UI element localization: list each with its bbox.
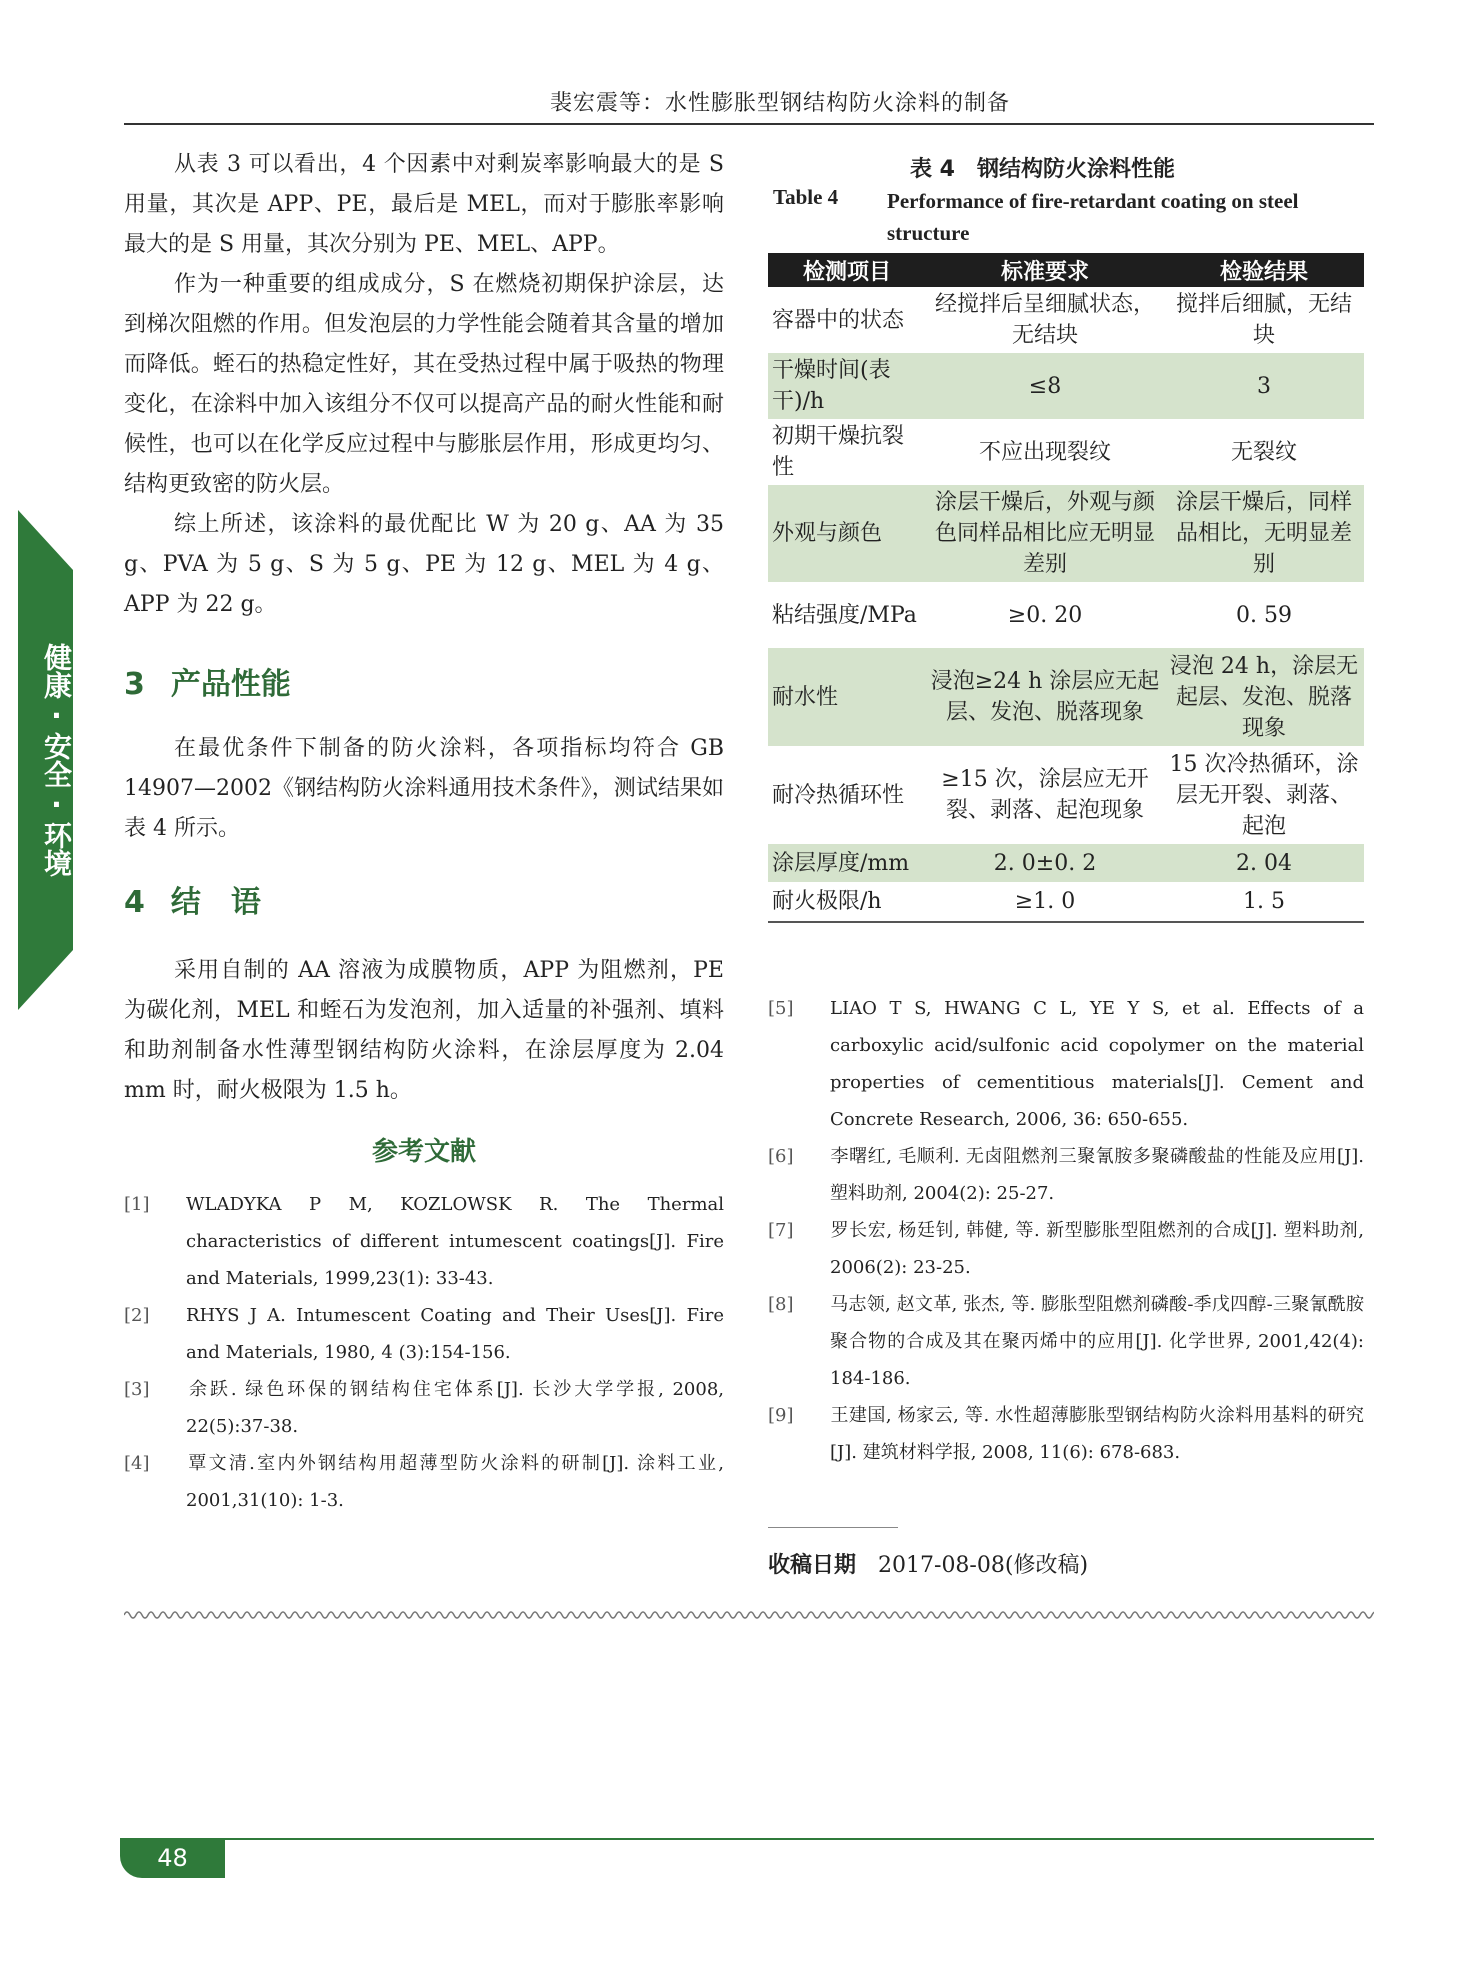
table-cell-result: 0. 59 [1236, 602, 1292, 628]
table-cell-item: 耐水性 [768, 648, 926, 746]
received-rule [768, 1527, 898, 1528]
table-cell-item: 涂层厚度/mm [768, 844, 926, 882]
table-cell-result: 涂层干燥后，同样品相比，无明显差别 [1164, 485, 1364, 582]
table-cell-requirement: 不应出现裂纹 [978, 439, 1111, 465]
table-cell-result: 搅拌后细腻，无结块 [1175, 292, 1352, 348]
table-row [768, 844, 1364, 882]
reference-text: 罗长宏, 杨廷钊, 韩健, 等. 新型膨胀型阻燃剂的合成[J]. 塑料助剂, 2006(2): 23-25. [830, 1220, 1364, 1278]
received-label: 收稿日期 [768, 1553, 857, 1578]
column-header: 检验结果 [1164, 253, 1364, 287]
paragraph: 从表 3 可以看出，4 个因素中对剩炭率影响最大的是 S 用量，其次是 APP、PE，最后是 MEL，而对于膨胀率影响最大的是 S 用量，其次分别为 PE、MEL、APP。 [124, 152, 724, 257]
table-caption-label: Table 4 [773, 185, 839, 209]
table-cell-requirement: ≥0. 20 [1007, 602, 1083, 628]
column-header: 标准要求 [926, 253, 1164, 287]
column-header: 检测项目 [768, 253, 926, 287]
reference-number: [2] [124, 1305, 150, 1326]
table-cell-item: 初期干燥抗裂性 [772, 424, 905, 480]
table-caption-title: Performance of fire-retardant coating on steel structure [887, 189, 1299, 245]
reference-text: RHYS J A. Intumescent Coating and Their Uses[J]. Fire and Materials, 1980, 4 (3):154-156. [186, 1305, 724, 1363]
table-cell-result: 3 [1164, 353, 1364, 419]
section-heading-4 [124, 877, 724, 921]
table-cell-requirement: 涂层干燥后，外观与颜色同样品相比应无明显差别 [926, 485, 1164, 582]
table-cell-result: 浸泡 24 h，涂层无起层、发泡、脱落现象 [1164, 648, 1364, 746]
reference-text: 王建国, 杨家云, 等. 水性超薄膨胀型钢结构防火涂料用基料的研究[J]. 建筑材料学报, 2008, 11(6): 678-683. [830, 1405, 1364, 1463]
paragraph: 综上所述，该涂料的最优配比 W 为 20 g、AA 为 35 g、PVA 为 5 g、S 为 5 g、PE 为 12 g、MEL 为 4 g、APP 为 22 g。 [124, 512, 724, 617]
right-references [768, 990, 1364, 1471]
section-title: 结 语 [170, 885, 261, 920]
table-cell-result: 无裂纹 [1230, 439, 1297, 465]
reference-number: [1] [124, 1194, 150, 1215]
table-cell-result: 2. 04 [1164, 844, 1364, 882]
table-row [768, 485, 1364, 582]
reference-item [124, 1445, 724, 1519]
reference-item [124, 1297, 724, 1371]
table-row [768, 746, 1364, 844]
reference-number: [6] [768, 1146, 794, 1167]
footer-rule [124, 1838, 1374, 1840]
running-header: 裴宏震等：水性膨胀型钢结构防火涂料的制备 [549, 91, 1010, 116]
reference-item [124, 1371, 724, 1445]
section-number: 4 [124, 885, 145, 920]
decorative-wave-divider [124, 1608, 1374, 1622]
received-date [768, 1548, 1088, 1579]
table-row [768, 882, 1364, 922]
reference-text: 余跃. 绿色环保的钢结构住宅体系[J]. 长沙大学学报, 2008, 22(5):37-38. [186, 1379, 724, 1437]
table-row [768, 582, 1364, 648]
table-cell-item: 耐冷热循环性 [772, 782, 905, 808]
reference-number: [5] [768, 998, 794, 1019]
received-value: 2017-08-08(修改稿) [878, 1553, 1089, 1578]
section-heading-3 [124, 659, 724, 703]
page-number: 48 [120, 1838, 225, 1878]
table-row [768, 353, 1364, 419]
reference-text: 覃文清.室内外钢结构用超薄型防火涂料的研制[J]. 涂料工业, 2001,31(10): 1-3. [186, 1453, 724, 1511]
reference-text: WLADYKA P M, KOZLOWSK R. The Thermal characteristics of different intumescent coatings[J]. Fire and Materials, 1999,23(1): 33-43. [186, 1194, 724, 1289]
table-cell-item: 粘结强度/MPa [772, 602, 917, 628]
table-cell-result: 1. 5 [1164, 882, 1364, 922]
reference-item [768, 1138, 1364, 1212]
table-row [768, 287, 1364, 353]
paragraph: 采用自制的 AA 溶液为成膜物质，APP 为阻燃剂，PE 为碳化剂，MEL 和蛭石为发泡剂，加入适量的补强剂、填料和助剂制备水性薄型钢结构防火涂料，在涂层厚度为 2.04 mm 时，耐火极限为 1.5 h。 [124, 958, 724, 1103]
table-cell-item: 耐火极限/h [768, 882, 926, 922]
reference-item [768, 990, 1364, 1138]
table-cell-requirement: ≤8 [926, 353, 1164, 419]
table-cell-requirement: 经搅拌后呈细腻状态，无结块 [934, 292, 1155, 348]
table-cell-requirement: 2. 0±0. 2 [926, 844, 1164, 882]
table-cell-item: 干燥时间(表干)/h [768, 353, 926, 419]
reference-number: [3] [124, 1379, 150, 1400]
table-cell-requirement: ≥15 次，涂层应无开裂、剥落、起泡现象 [941, 767, 1149, 823]
reference-text: 马志领, 赵文革, 张杰, 等. 膨胀型阻燃剂磷酸-季戊四醇-三聚氰酰胺聚合物的合成及其在聚丙烯中的应用[J]. 化学世界, 2001,42(4): 184-186. [830, 1294, 1364, 1389]
table-cell-result: 15 次冷热循环，涂层无开裂、剥落、起泡 [1169, 751, 1359, 839]
table-header-row [768, 253, 1364, 287]
reference-number: [8] [768, 1294, 794, 1315]
reference-text: 李曙红, 毛顺利. 无卤阻燃剂三聚氰胺多聚磷酸盐的性能及应用[J]. 塑料助剂, 2004(2): 25-27. [830, 1146, 1364, 1204]
table-cell-item: 外观与颜色 [768, 485, 926, 582]
table-cell-requirement: ≥1. 0 [926, 882, 1164, 922]
left-column [124, 145, 724, 1519]
reference-item [768, 1397, 1364, 1471]
paragraph: 作为一种重要的组成成分，S 在燃烧初期保护涂层，达到梯次阻燃的作用。但发泡层的力学性能会随着其含量的增加而降低。蛭石的热稳定性好，其在受热过程中属于吸热的物理变化，在涂料中加入该组分不仅可以提高产品的耐火性能和耐候性，也可以在化学反应过程中与膨胀层作用，形成更均匀、结构更致密的防火层。 [124, 272, 724, 497]
table-row [768, 648, 1364, 746]
reference-text: LIAO T S, HWANG C L, YE Y S, et al. Effects of a carboxylic acid/sulfonic acid copolymer on the material properties of cementitious materials[J]. Cement and Concrete Research, 2006, 36: 650-655. [830, 998, 1364, 1130]
paragraph: 在最优条件下制备的防火涂料，各项指标均符合 GB 14907—2002《钢结构防火涂料通用技术条件》，测试结果如表 4 所示。 [124, 736, 724, 841]
table-row [768, 419, 1364, 485]
side-tab-label: 健康·安全·环境 [40, 643, 73, 877]
table-cell-item: 容器中的状态 [772, 307, 905, 333]
references-title: 参考文献 [371, 1137, 476, 1167]
section-number: 3 [124, 667, 145, 702]
reference-item [768, 1286, 1364, 1397]
section-title: 产品性能 [170, 667, 291, 702]
reference-number: [7] [768, 1220, 794, 1241]
reference-item [768, 1212, 1364, 1286]
reference-number: [4] [124, 1453, 150, 1474]
table-caption-cn: 表 4 钢结构防火涂料性能 [910, 157, 1175, 182]
header-rule [124, 123, 1374, 125]
reference-number: [9] [768, 1405, 794, 1426]
performance-table [768, 253, 1364, 923]
reference-item [124, 1186, 724, 1297]
table-cell-requirement: 浸泡≥24 h 涂层应无起层、发泡、脱落现象 [926, 648, 1164, 746]
